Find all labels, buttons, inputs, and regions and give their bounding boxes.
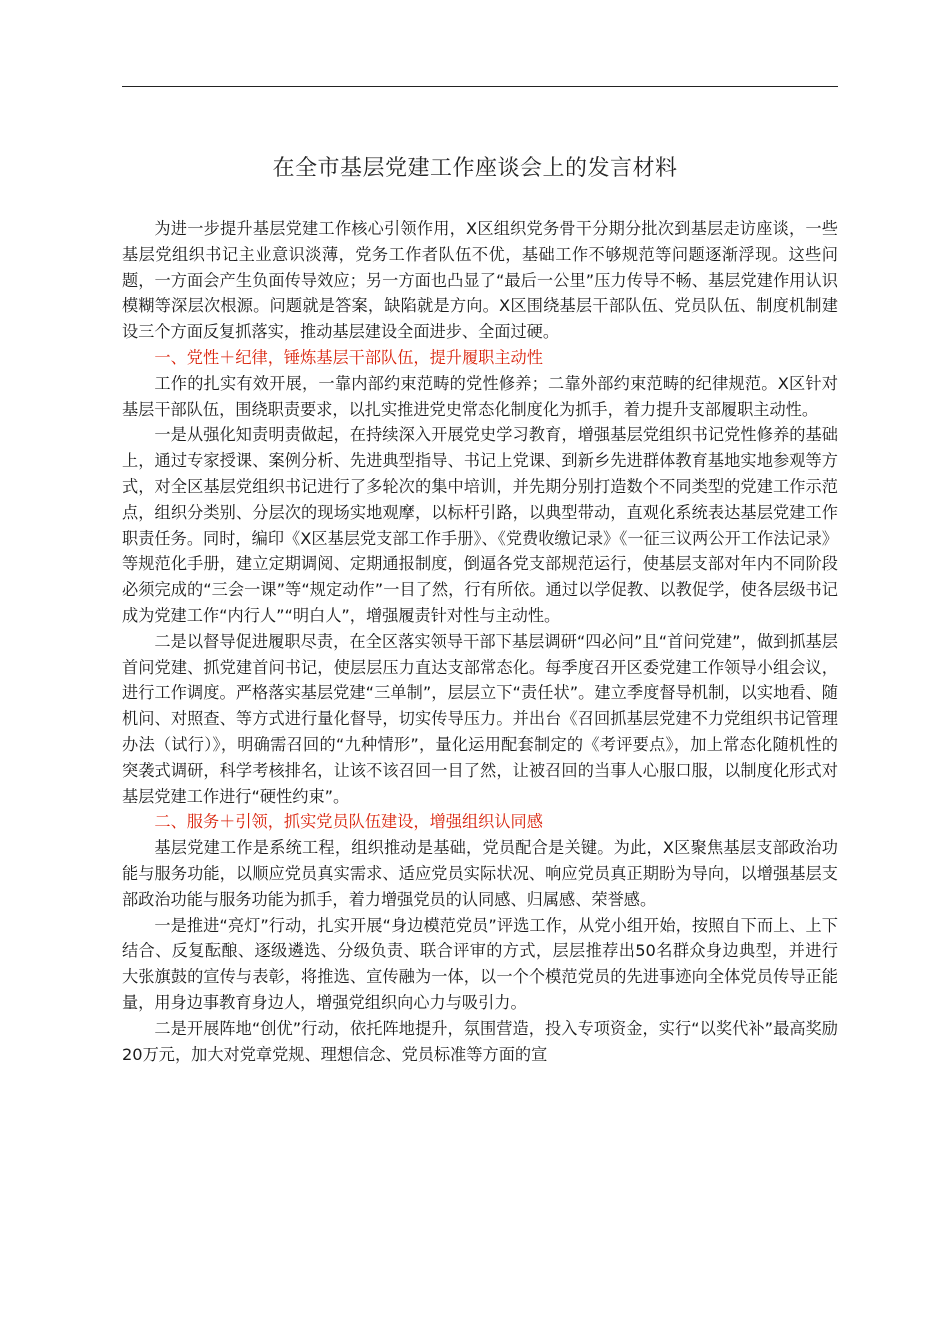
document-title: 在全市基层党建工作座谈会上的发言材料 — [272, 156, 678, 181]
document-body — [122, 216, 838, 1067]
header-rule — [122, 86, 838, 87]
paragraph: 二是开展阵地“创优”行动，依托阵地提升，氛围营造，投入专项资金，实行“以奖代补”最高奖励20万元，加大对党章党规、理想信念、党员标准等方面的宣 — [122, 1018, 838, 1064]
paragraph-intro: 为进一步提升基层党建工作核心引领作用，X区组织党务骨干分期分批次到基层走访座谈，一些基层党组织书记主业意识淡薄，党务工作者队伍不优，基础工作不够规范等问题逐渐浮现。这些问题，一方面会产生负面传导效应；另一方面也凸显了“最后一公里”压力传导不畅、基层党建作用认识模糊等深层次根源。问题就是答案，缺陷就是方向。X区围绕基层干部队伍、党员队伍、制度机制建设三个方面反复抓落实，推动基层建设全面进步、全面过硬。 — [122, 219, 838, 342]
section-heading-2: 二、服务＋引领，抓实党员队伍建设，增强组织认同感 — [154, 812, 543, 832]
paragraph: 工作的扎实有效开展，一靠内部约束范畴的党性修养；二靠外部约束范畴的纪律规范。X区针对基层干部队伍，围绕职责要求，以扎实推进党史常态化制度化为抓手，着力提升支部履职主动性。 — [122, 373, 838, 419]
paragraph: 一是从强化知责明责做起，在持续深入开展党史学习教育，增强基层党组织书记党性修养的基础上，通过专家授课、案例分析、先进典型指导、书记上党课、到新乡先进群体教育基地实地参观等方式，对全区基层党组织书记进行了多轮次的集中培训，并先期分别打造数个不同类型的党建工作示范点，组织分类别、分层次的现场实地观摩，以标杆引路，以典型带动，直观化系统表达基层党建工作职责任务。同时，编印《X区基层党支部工作手册》、《党费收缴记录》《一征三议两公开工作法记录》等规范化手册，建立定期调阅、定期通报制度，倒逼各党支部规范运行，使基层支部对年内不同阶段必须完成的“三会一课”等“规定动作”一目了然，行有所依。通过以学促教、以教促学，使各层级书记成为党建工作“内行人”“明白人”，增强履责针对性与主动性。 — [122, 425, 838, 625]
paragraph: 一是推进“亮灯”行动，扎实开展“身边模范党员”评选工作，从党小组开始，按照自下而上、上下结合、反复酝酿、逐级遴选、分级负责、联合评审的方式，层层推荐出50名群众身边典型，并进行大张旗鼓的宣传与表彰，将推选、宣传融为一体，以一个个模范党员的先进事迹向全体党员传导正能量，用身边事教育身边人，增强党组织向心力与吸引力。 — [122, 915, 838, 1012]
section-heading-1: 一、党性＋纪律，锤炼基层干部队伍，提升履职主动性 — [154, 347, 543, 367]
paragraph: 二是以督导促进履职尽责，在全区落实领导干部下基层调研“四必问”且“首问党建”，做到抓基层首问党建、抓党建首问书记，使层层压力直达支部常态化。每季度召开区委党建工作领导小组会议，进行工作调度。严格落实基层党建“三单制”，层层立下“责任状”。建立季度督导机制，以实地看、随机问、对照查、等方式进行量化督导，切实传导压力。并出台《召回抓基层党建不力党组织书记管理办法（试行）》，明确需召回的“九种情形”，量化运用配套制定的《考评要点》，加上常态化随机性的突袭式调研，科学考核排名，让该不该召回一目了然，让被召回的当事人心服口服，以制度化形式对基层党建工作进行“硬性约束”。 — [122, 631, 838, 806]
paragraph: 基层党建工作是系统工程，组织推动是基础，党员配合是关键。为此，X区聚焦基层支部政治功能与服务功能，以顺应党员真实需求、适应党员实际状况、响应党员真正期盼为导向，以增强基层支部政治功能与服务功能为抓手，着力增强党员的认同感、归属感、荣誉感。 — [122, 838, 838, 909]
